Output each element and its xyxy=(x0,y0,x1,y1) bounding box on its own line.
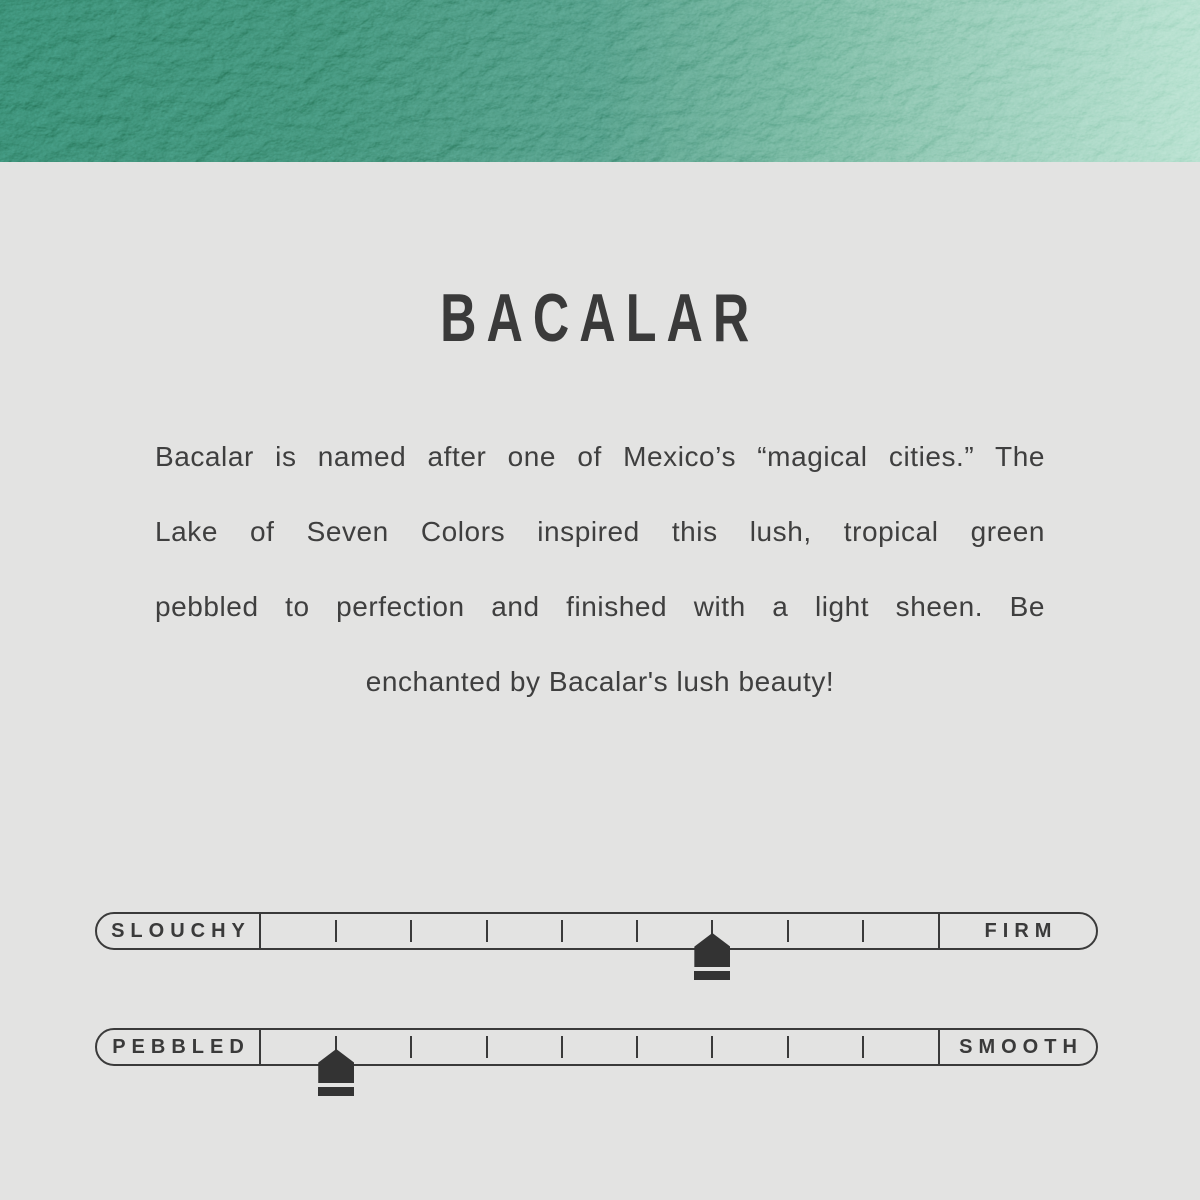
tick-mark xyxy=(486,920,488,942)
tick-mark xyxy=(636,1036,638,1058)
leather-texture-svg xyxy=(0,0,1200,162)
tick-mark xyxy=(636,920,638,942)
pebbled-smooth-scale xyxy=(95,1028,1098,1066)
description-paragraph xyxy=(155,419,1045,719)
scale-label-smooth: SMOOTH xyxy=(959,1035,1083,1058)
tick-mark xyxy=(787,1036,789,1058)
page-title-text: BACALAR xyxy=(440,280,760,356)
slouchy-firm-scale xyxy=(95,912,1098,950)
scale-left-cell xyxy=(97,914,261,948)
description-line: enchanted by Bacalar's lush beauty! xyxy=(365,666,835,697)
tick-mark xyxy=(410,1036,412,1058)
tick-mark xyxy=(561,1036,563,1058)
page-title xyxy=(0,282,1200,354)
scale-label-firm: FIRM xyxy=(984,919,1058,942)
scale-right-cell xyxy=(938,1030,1096,1064)
scale-pill xyxy=(95,912,1098,950)
marker-arrow-icon xyxy=(694,933,730,967)
tick-mark xyxy=(787,920,789,942)
scale-left-cell xyxy=(97,1030,261,1064)
scale-pill xyxy=(95,1028,1098,1066)
scale-track xyxy=(261,1030,938,1064)
tick-mark xyxy=(486,1036,488,1058)
tick-mark xyxy=(335,920,337,942)
scale-label-slouchy: SLOUCHY xyxy=(111,919,251,942)
tick-mark xyxy=(862,920,864,942)
tick-mark xyxy=(711,1036,713,1058)
description-line: Lake of Seven Colors inspired this lush, tropical green xyxy=(155,516,1045,547)
description-line: pebbled to perfection and finished with a light sheen. Be xyxy=(155,591,1045,622)
marker-underline xyxy=(318,1087,354,1096)
scale-right-cell xyxy=(938,914,1096,948)
marker-underline xyxy=(694,971,730,980)
scale-track xyxy=(261,914,938,948)
tick-mark xyxy=(862,1036,864,1058)
scale-marker xyxy=(318,1049,354,1096)
leather-texture-image xyxy=(0,0,1200,162)
description-line: Bacalar is named after one of Mexico’s “magical cities.” The xyxy=(155,441,1045,472)
scale-marker xyxy=(694,933,730,980)
tick-mark xyxy=(410,920,412,942)
tick-mark xyxy=(561,920,563,942)
marker-arrow-icon xyxy=(318,1049,354,1083)
scale-label-pebbled: PEBBLED xyxy=(112,1035,250,1058)
